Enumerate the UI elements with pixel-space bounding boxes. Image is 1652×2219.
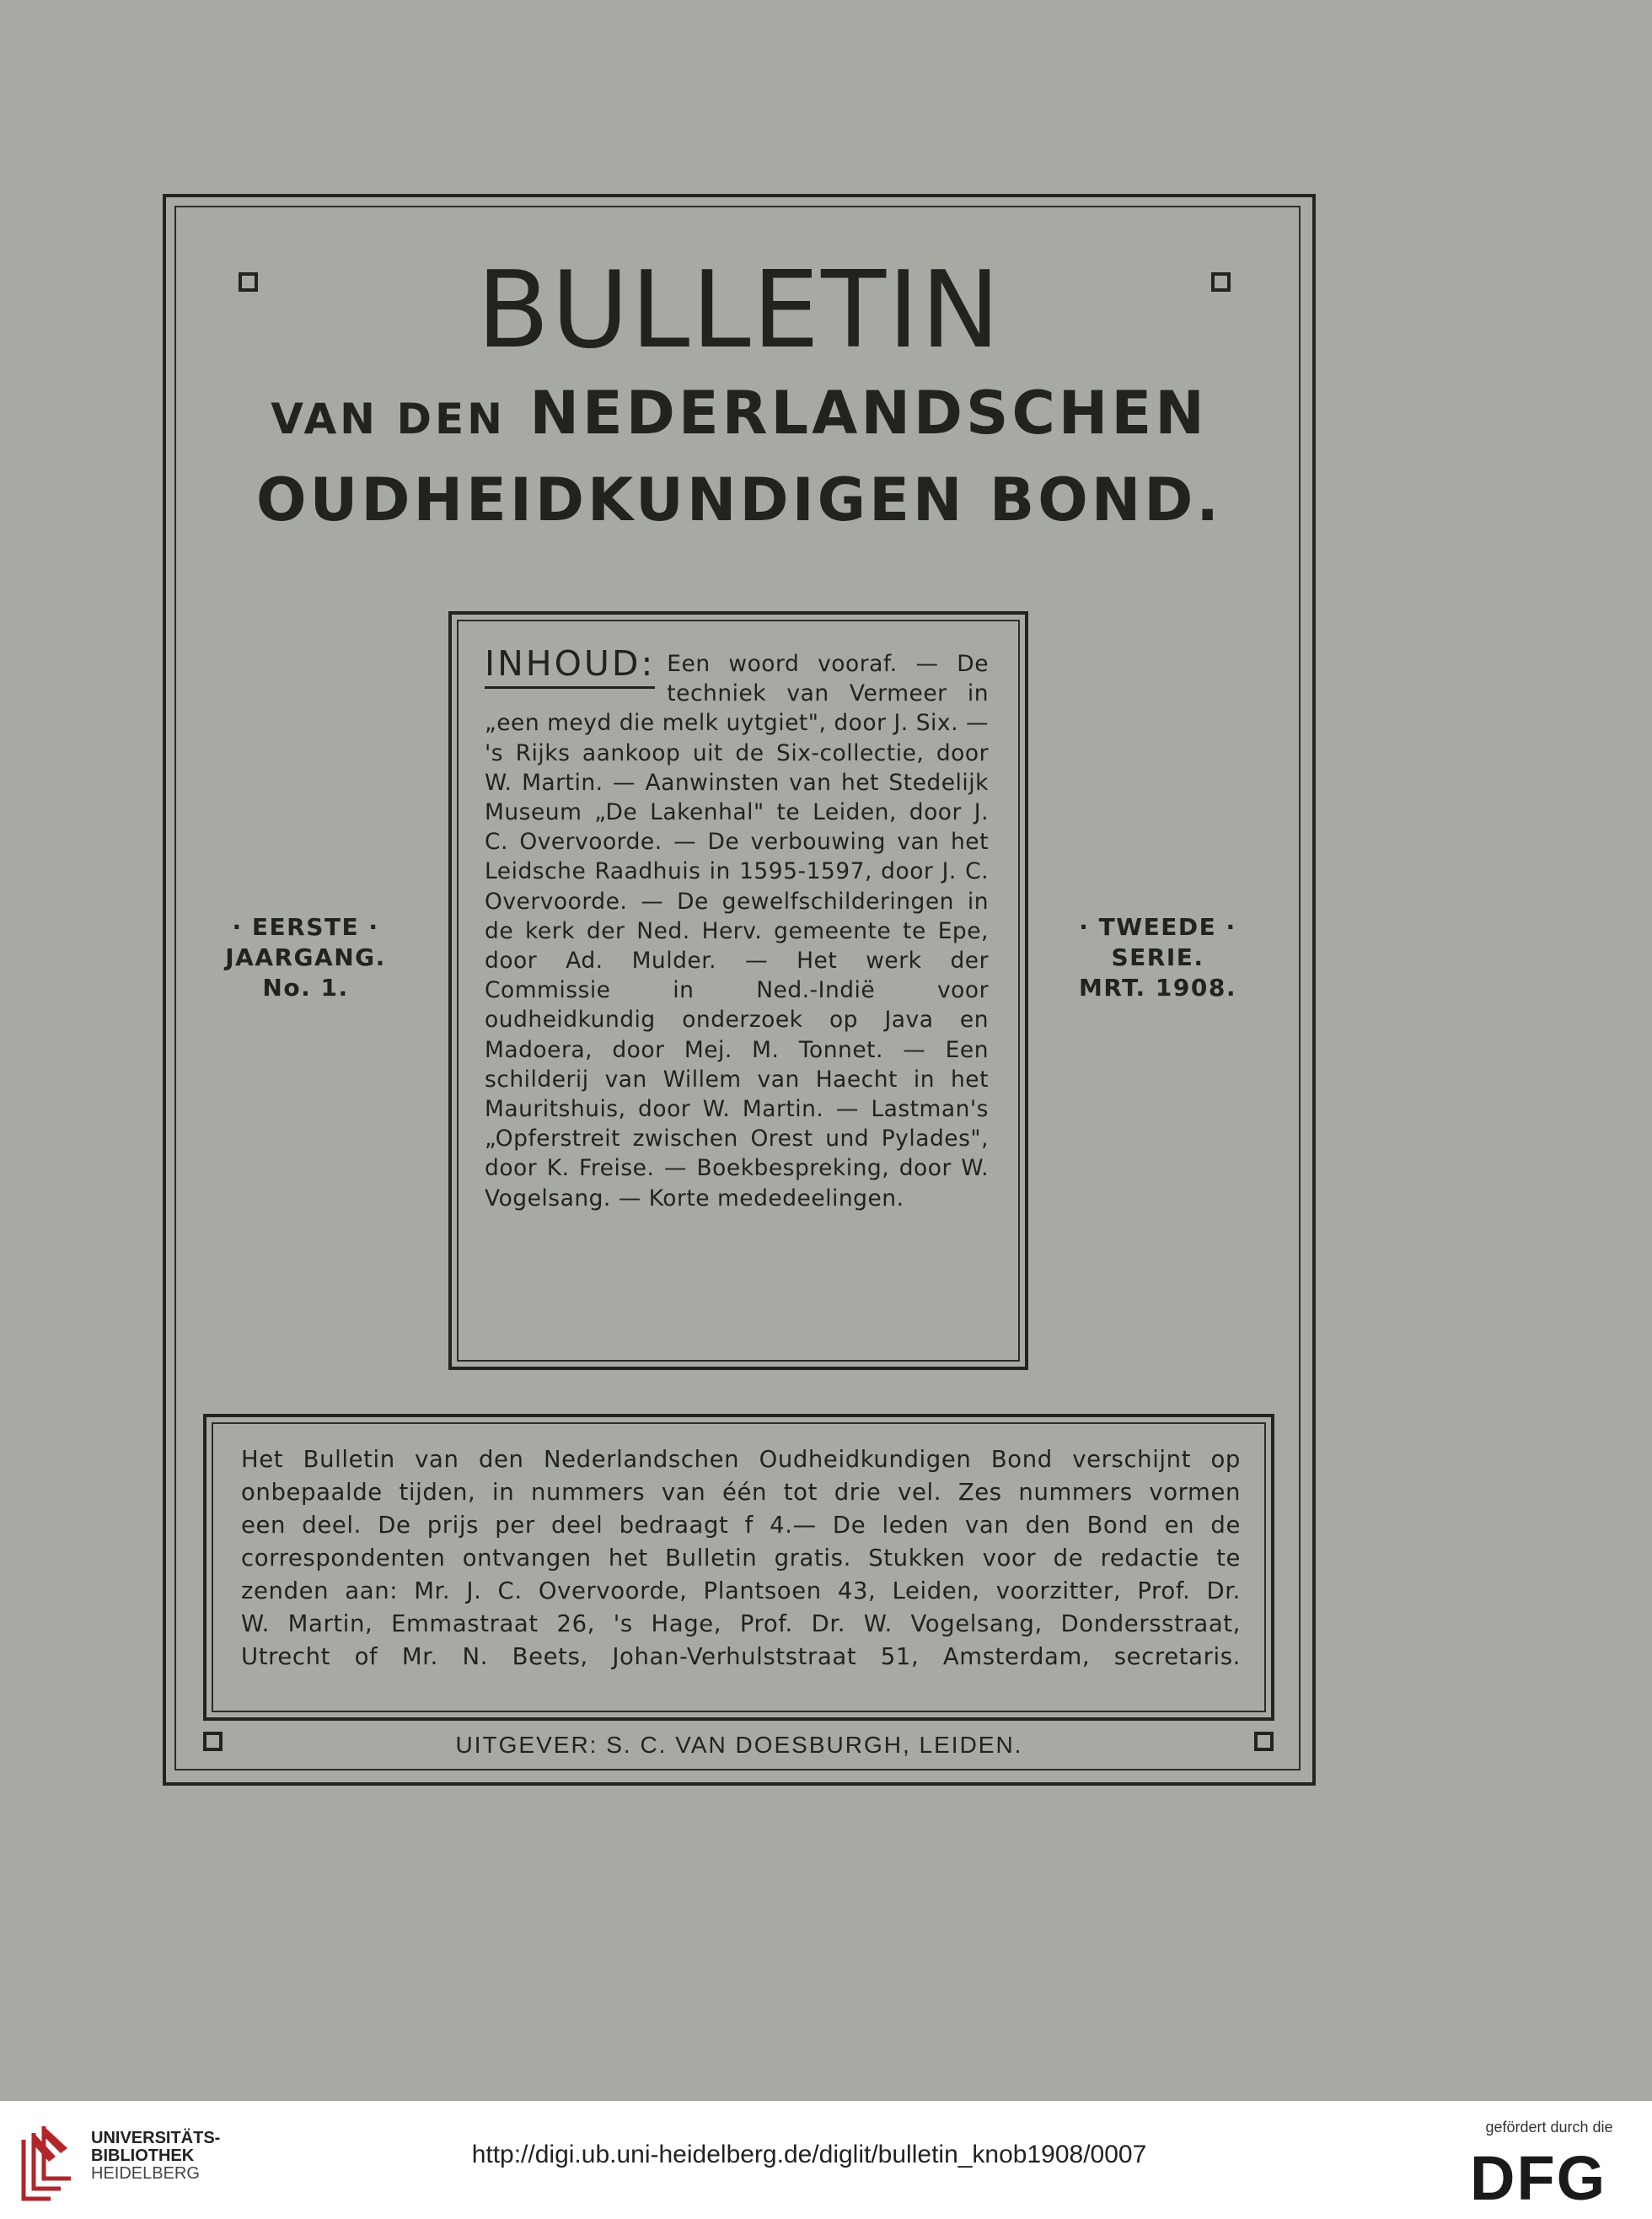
volume-ordinal: · EERSTE · (232, 913, 379, 941)
info-line: correspondenten ontvangen het Bulletin gratis. Stukken voor de redactie te (241, 1545, 1241, 1572)
digitization-footer (0, 2101, 1652, 2219)
university-library-name (91, 2130, 220, 2183)
contents-text: Een woord vooraf. — De techniek van Vermeer in „een meyd die melk uytgiet", door J. Six. — 's Rijks aankoop uit de Six-collectie, door W. Martin. — Aanwinsten van het Stedelijk Museum „De Lakenhal" te Leiden, door J. C. Overvoorde. — De verbouwing van het Leidsche Raadhuis in 1595-1597, door J. C. Overvoorde. — De gewelfschilderingen in de kerk der Ned. Herv. gemeente te Epe, door Ad. Mulder. — Het werk der Commissie in Ned.-Indië voor oudheidkundig onderzoek op Java en Madoera, door Mej. M. Tonnet. — Een schilderij van Willem van Haecht in het Mauritshuis, door W. Martin. — Lastman's „Opferstreit zwischen Orest und Pylades", door K. Freise. — Boekbespreking, door W. Vogelsang. — Korte mededeelingen. (485, 651, 989, 1212)
info-line: zenden aan: Mr. J. C. Overvoorde, Plantsoen 43, Leiden, voorzitter, Prof. Dr. (241, 1577, 1241, 1604)
library-name-line2: BIBLIOTHEK (91, 2146, 195, 2165)
journal-title: BULLETIN (476, 248, 1002, 372)
series-label: SERIE. (1111, 943, 1204, 971)
journal-subtitle-line2: OUDHEIDKUNDIGEN BOND. (256, 465, 1222, 535)
series-info (1059, 912, 1257, 1003)
publication-info (241, 1443, 1241, 1674)
info-line: Het Bulletin van den Nederlandschen Oudheidkundigen Bond verschijnt op (241, 1446, 1241, 1473)
journal-subtitle-line1 (163, 379, 1316, 448)
info-line: een deel. De prijs per deel bedraagt f 4.— De leden van den Bond en de (241, 1512, 1241, 1539)
info-line: onbepaalde tijden, in nummers van één tot drie vel. Zes nummers vormen (241, 1479, 1241, 1506)
contents-label: INHOUD: (485, 644, 655, 689)
issue-date: MRT. 1908. (1079, 974, 1236, 1002)
volume-label: JAARGANG. (225, 943, 386, 971)
publisher-line: UITGEVER: S. C. VAN DOESBURGH, LEIDEN. (455, 1732, 1023, 1758)
subtitle-van-den: VAN DEN (271, 395, 506, 443)
subtitle-nederlandschen: NEDERLANDSCHEN (529, 379, 1208, 448)
funding-caption: gefördert durch die (1485, 2119, 1613, 2136)
permalink-url[interactable]: http://digi.ub.uni-heidelberg.de/diglit/bulletin_knob1908/0007 (471, 2141, 1147, 2168)
info-line: Utrecht of Mr. N. Beets, Johan-Verhulststraat 51, Amsterdam, secretaris. (241, 1643, 1241, 1670)
series-ordinal: · TWEEDE · (1079, 913, 1236, 941)
university-library-logo-icon (17, 2114, 78, 2207)
table-of-contents (485, 643, 989, 1213)
library-name-line3: HEIDELBERG (91, 2164, 200, 2183)
info-line: W. Martin, Emmastraat 26, 's Hage, Prof. Dr. W. Vogelsang, Dondersstraat, (241, 1610, 1241, 1637)
library-name-line1: UNIVERSITÄTS- (91, 2129, 221, 2147)
volume-info (211, 912, 400, 1003)
issue-number: No. 1. (262, 974, 349, 1002)
dfg-logo-icon: DFG (1470, 2143, 1607, 2213)
